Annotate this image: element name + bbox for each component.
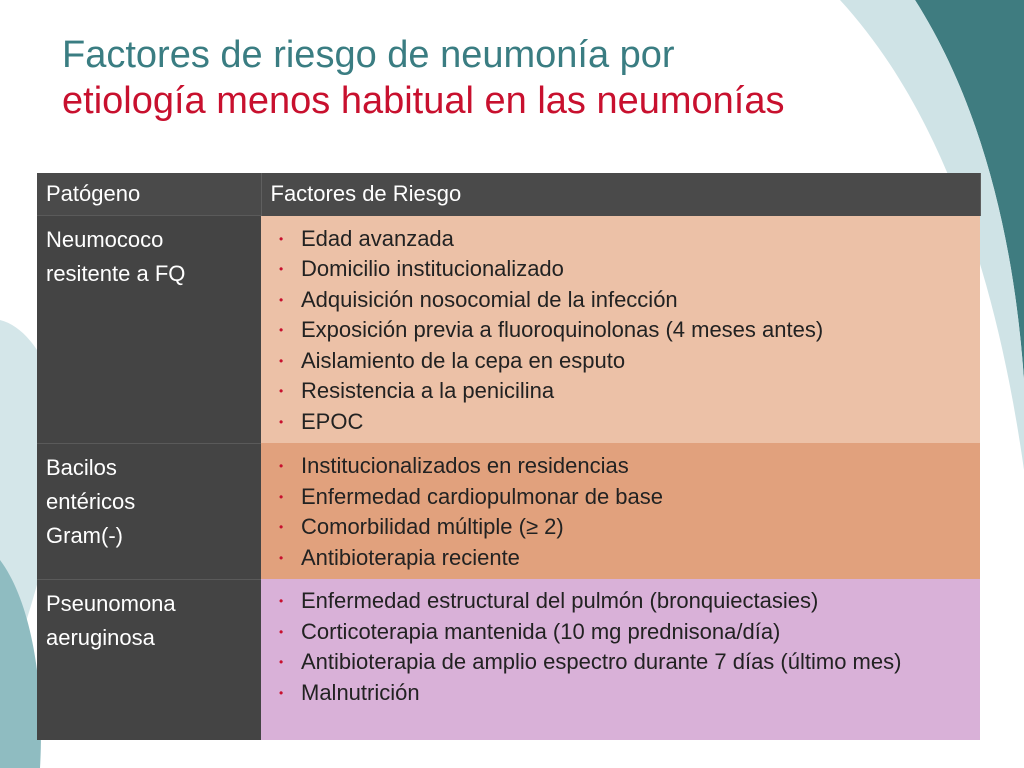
pathogen-line: Neumococo [46, 227, 164, 252]
list-item: • Adquisición nosocomial de la infección [271, 285, 970, 316]
list-item: • Exposición previa a fluoroquinolonas (4 meses antes) [271, 315, 970, 346]
pathogen-line: aeruginosa [46, 624, 155, 650]
list-item: • Domicilio institucionalizado [271, 254, 970, 285]
header-pathogen: Patógeno [37, 173, 261, 216]
factor-list [271, 451, 970, 573]
list-item: • Antibioterapia reciente [271, 543, 970, 574]
risk-factors-table [37, 173, 981, 740]
factor-list [271, 586, 970, 708]
factors-cell [261, 443, 980, 579]
title-line-1: Factores de riesgo de neumonía por [62, 34, 675, 76]
table-row [37, 579, 980, 740]
list-item: • Comorbilidad múltiple (≥ 2) [271, 512, 970, 543]
table-header-row [37, 173, 980, 216]
factor-list [271, 224, 970, 438]
table-row [37, 216, 980, 444]
header-risk-factors: Factores de Riesgo [261, 173, 980, 216]
factors-cell [261, 579, 980, 740]
pathogen-cell [37, 579, 261, 740]
list-item: • Corticoterapia mantenida (10 mg prednisona/día) [271, 617, 970, 648]
list-item: • Enfermedad estructural del pulmón (bronquiectasies) [271, 586, 970, 617]
pathogen-cell [37, 443, 261, 579]
pathogen-line: Bacilos [46, 454, 117, 480]
pathogen-line: Gram(-) [46, 522, 123, 548]
pathogen-line: resitente a FQ [46, 261, 186, 286]
page-title [62, 32, 784, 124]
list-item: • Malnutrición [271, 678, 970, 709]
list-item: • Institucionalizados en residencias [271, 451, 970, 482]
table-row [37, 443, 980, 579]
factors-cell [261, 216, 980, 444]
pathogen-line: Pseunomona [46, 590, 176, 616]
title-line-2: etiología menos habitual en las neumonías [62, 80, 785, 122]
list-item: • Resistencia a la penicilina [271, 376, 970, 407]
list-item: • Enfermedad cardiopulmonar de base [271, 482, 970, 513]
list-item: • Aislamiento de la cepa en esputo [271, 346, 970, 377]
list-item: • Antibioterapia de amplio espectro durante 7 días (último mes) [271, 647, 970, 678]
pathogen-cell [37, 216, 261, 444]
list-item: • EPOC [271, 407, 970, 438]
pathogen-line: entéricos [46, 488, 136, 514]
list-item: • Edad avanzada [271, 224, 970, 255]
